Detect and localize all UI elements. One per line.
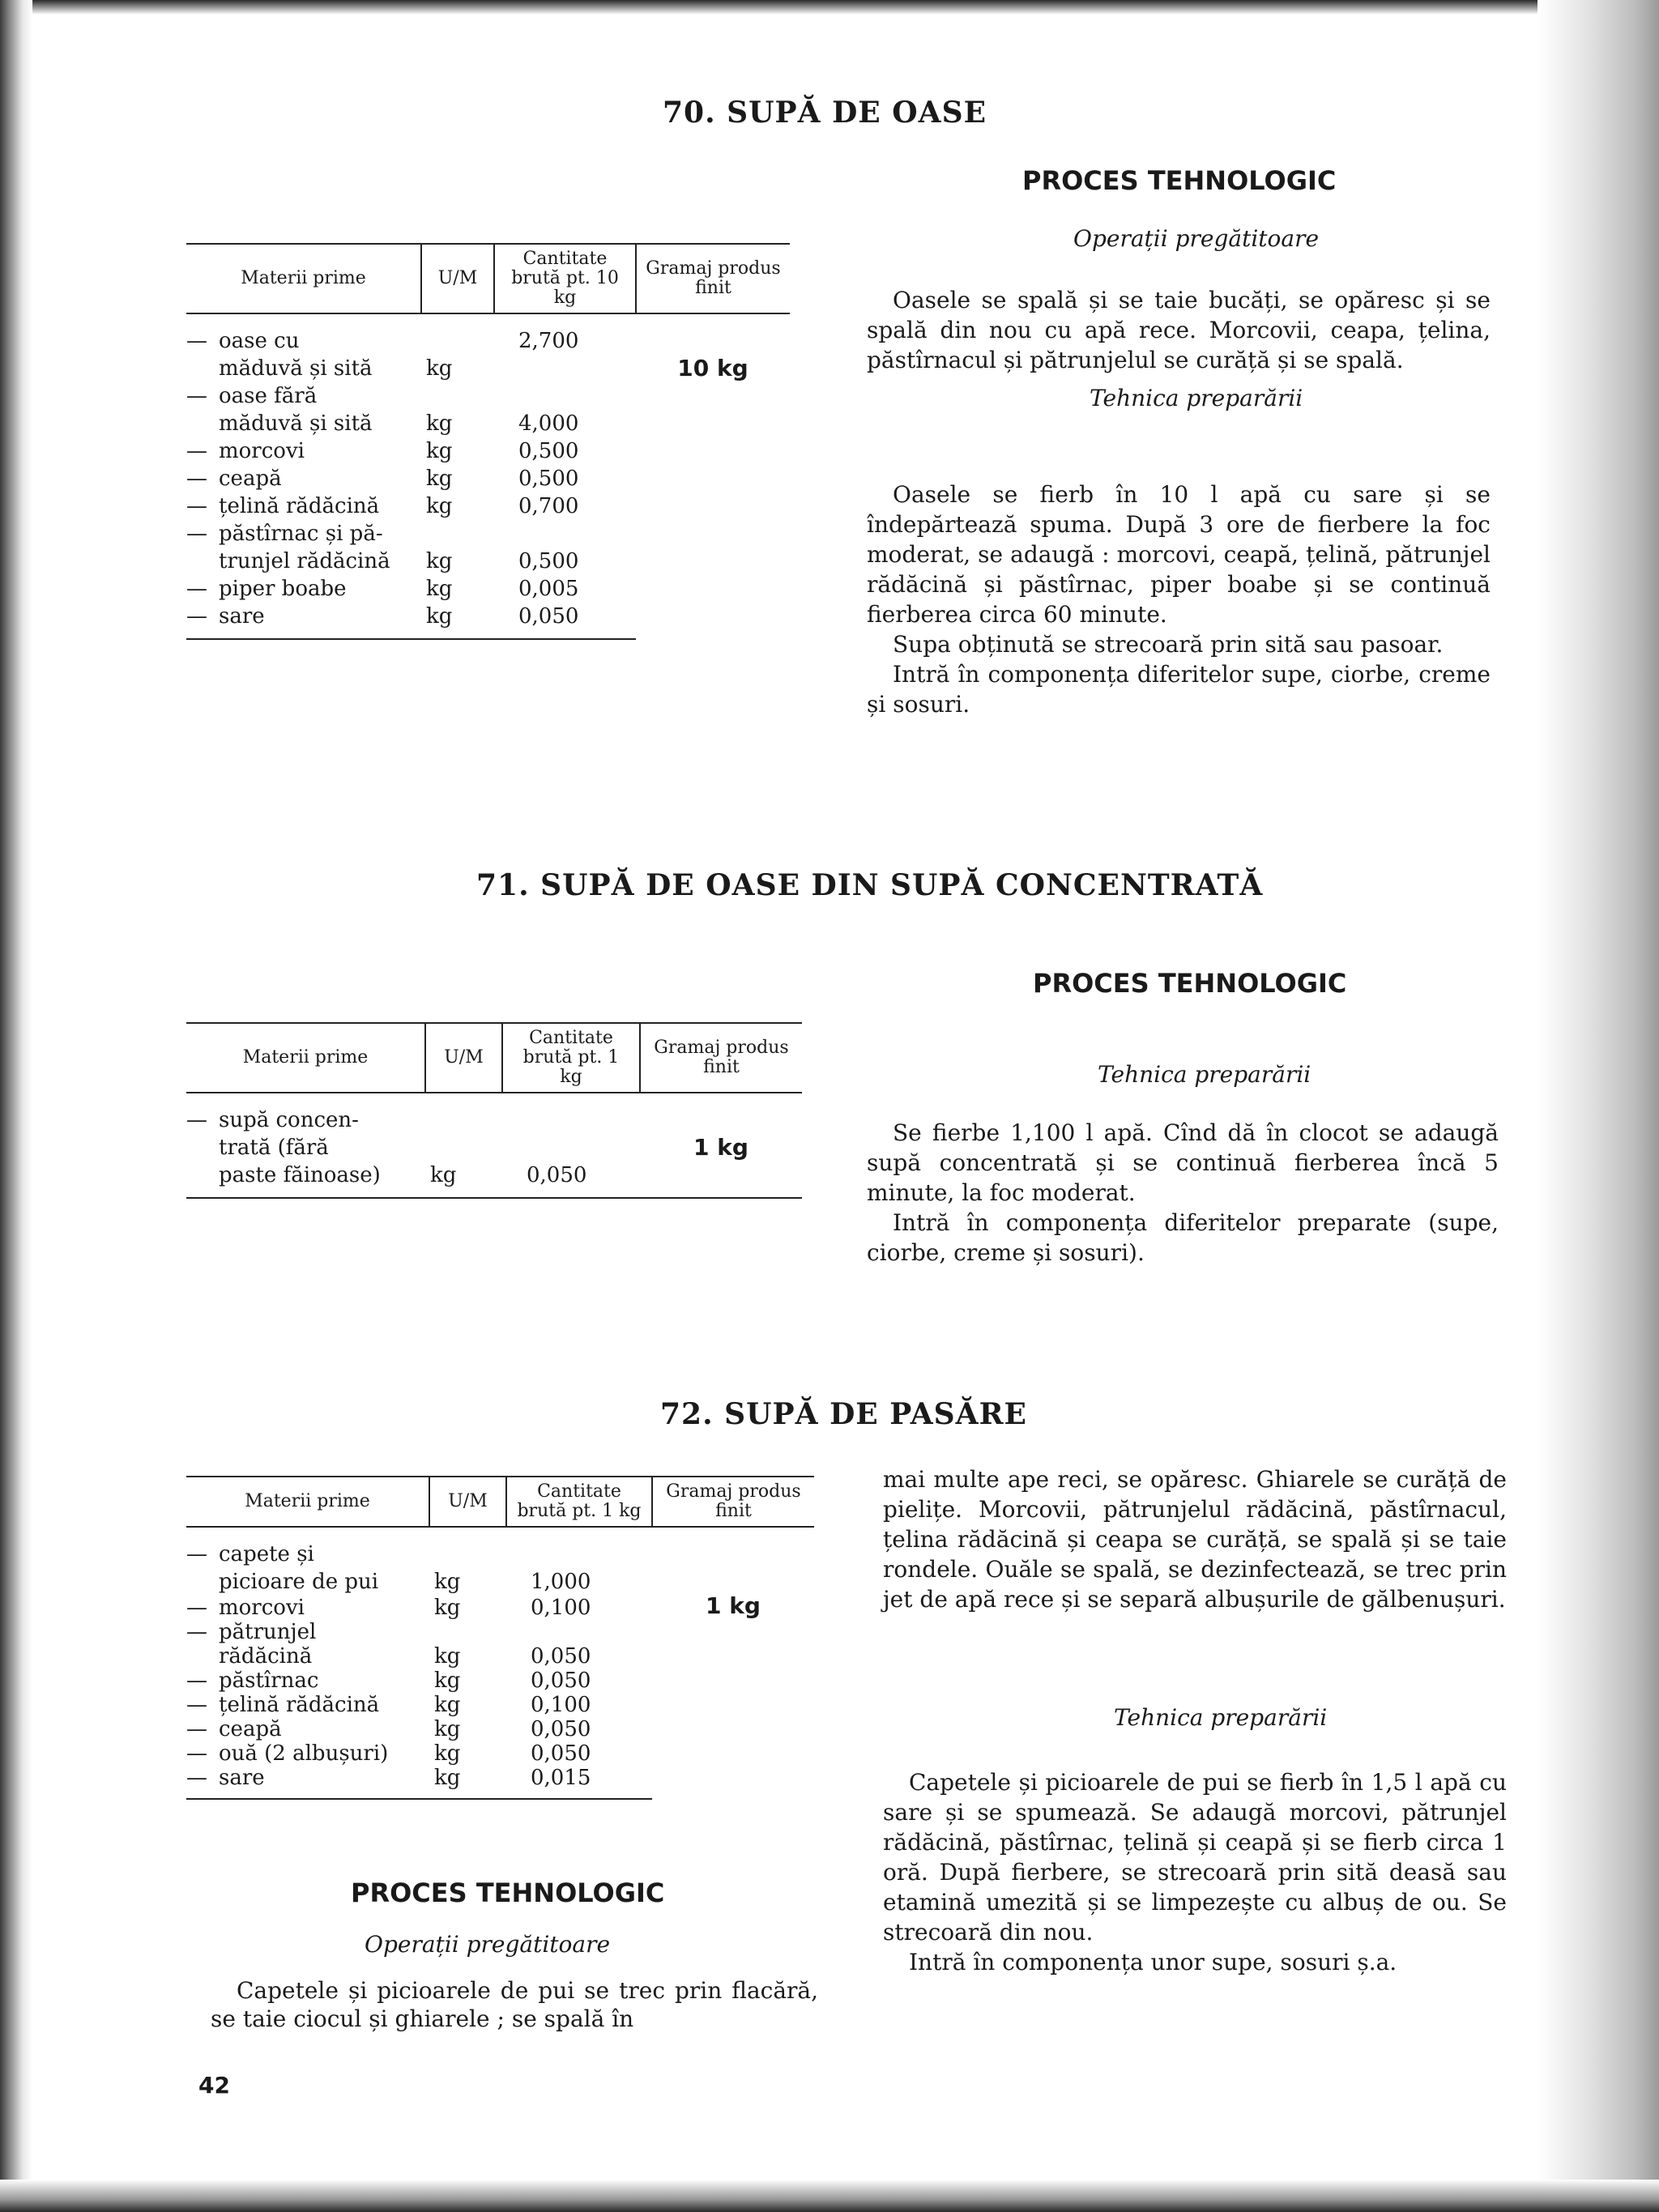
ingredient-qty: 0,100 — [531, 1596, 591, 1620]
ingredient-qty: 1,000 — [531, 1570, 591, 1594]
paragraph: Capetele și picioarele de pui se trec prin flacără, se taie ciocul și ghiarele ; se spală în — [211, 1977, 818, 2032]
ingredient-name: ceapă — [219, 467, 282, 491]
ingredient-um: kg — [425, 1093, 502, 1198]
ingredient-qty: 0,050 — [502, 1093, 640, 1198]
col-header-um: U/M — [429, 1477, 506, 1527]
ingredient-name: țelină rădăcină — [219, 1693, 380, 1717]
page-number: 42 — [198, 2072, 230, 2099]
col-header-yield: Gramaj produs finit — [652, 1477, 814, 1527]
ingredient-name-cont: picioare de pui — [219, 1570, 379, 1594]
paragraph: Capetele și picioarele de pui se fierb în 1,5 l apă cu sare și se spumează. Se adaugă morcovi, pătrunjel rădăcină, păstîrnac, țelină și ceapă și se fierb circa 1 oră. După fierbere, se strecoară prin sită deasă sau etamină umezită și se limpezește cu albuș de ou. Se strecoară din nou. — [883, 1769, 1507, 1946]
recipe-72-title: 72. SUPĂ DE PASĂRE — [660, 1397, 1027, 1431]
col-header-qty: Cantitate brută pt. 1 kg — [506, 1477, 652, 1527]
ingredient-qty: 0,500 — [518, 467, 579, 491]
recipe-71-title: 71. SUPĂ DE OASE DIN SUPĂ CONCENTRATĂ — [476, 868, 1264, 902]
recipe-71-process-title: PROCES TEHNOLOGIC — [1033, 968, 1347, 999]
recipe-70-prep-title: Operații pregătitoare — [1073, 225, 1320, 252]
col-header-materials: Materii prime — [186, 1477, 429, 1527]
recipe-71-technique-title: Tehnica preparării — [1098, 1061, 1311, 1088]
ingredient-um: kg — [426, 577, 453, 601]
yield-value: 1 kg — [640, 1093, 802, 1198]
recipe-70-title: 70. SUPĂ DE OASE — [663, 96, 987, 130]
ingredient-um: kg — [434, 1644, 461, 1669]
ingredient-qty: 0,005 — [518, 577, 579, 601]
ingredient-um: kg — [429, 1766, 506, 1799]
ingredient-name: oase cu — [219, 329, 300, 353]
table-row: — păstîrnac și pă- trunjel rădăcină kg 0,500 — [186, 520, 790, 575]
ingredient-um: kg — [426, 467, 453, 491]
recipe-70-technique-text — [867, 479, 1491, 719]
recipe-72-prep-text-part2 — [883, 1464, 1507, 1614]
paragraph: Intră în componența diferitelor supe, ciorbe, creme și sosuri. — [867, 661, 1491, 718]
col-header-yield: Gramaj produs finit — [640, 1023, 802, 1093]
ingredient-qty: 4,000 — [518, 411, 579, 436]
ingredient-name-cont: măduvă și sită — [219, 356, 373, 381]
ingredient-name: ouă (2 albușuri) — [219, 1741, 389, 1766]
recipe-70-process-title: PROCES TEHNOLOGIC — [1022, 165, 1337, 196]
ingredient-qty: 0,100 — [531, 1693, 591, 1717]
ingredient-qty: 0,500 — [518, 549, 579, 573]
table-row: — morcovi kg 0,100 — [186, 1596, 814, 1620]
ingredient-qty: 0,015 — [506, 1766, 652, 1799]
paragraph: Intră în componența unor supe, sosuri ș.a. — [909, 1949, 1397, 1975]
paragraph: Oasele se fierb în 10 l apă cu sare și se îndepărtează spuma. După 3 ore de fierbere la foc moderat, se adaugă : morcovi, ceapă, țelină, pătrunjel rădăcină și păstîrnac, piper boabe și se continuă fierberea circa 60 minute. — [867, 481, 1491, 628]
ingredient-name: păstîrnac și pă- — [219, 522, 383, 546]
ingredient-qty: 0,050 — [531, 1717, 591, 1741]
table-row: — ouă (2 albușuri) kg 0,050 — [186, 1741, 814, 1766]
ingredient-name: ceapă — [219, 1717, 282, 1741]
ingredient-name-cont: trunjel rădăcină — [219, 549, 390, 573]
ingredient-name: supă concen- — [219, 1108, 359, 1132]
ingredient-qty: 0,050 — [531, 1669, 591, 1693]
table-row: — țelină rădăcină kg 0,100 — [186, 1693, 814, 1717]
table-row: — sare kg 0,015 — [186, 1766, 814, 1799]
paragraph: Oasele se spală și se taie bucăți, se opăresc și se spală din nou cu apă rece. Morcovii, ceapa, țelina, păstîrnacul și pătrunjelul se curăță și se spală. — [867, 287, 1491, 373]
ingredient-um: kg — [434, 1693, 461, 1717]
ingredient-name: morcovi — [219, 1596, 305, 1620]
ingredient-name: capete și — [219, 1542, 314, 1566]
ingredient-um: kg — [426, 411, 453, 436]
ingredient-um: kg — [434, 1596, 461, 1620]
ingredient-um: kg — [421, 603, 494, 639]
col-header-um: U/M — [421, 244, 494, 313]
ingredient-qty: 0,700 — [518, 494, 579, 518]
table-row: — pătrunjel rădăcină kg 0,050 — [186, 1620, 814, 1669]
table-row: — țelină rădăcină kg 0,700 — [186, 492, 790, 520]
table-row: — morcovi kg 0,500 — [186, 437, 790, 465]
recipe-70-table — [186, 243, 790, 640]
ingredient-um: kg — [426, 356, 453, 381]
page-edge-top — [0, 0, 1659, 15]
recipe-72-process-title: PROCES TEHNOLOGIC — [351, 1877, 665, 1908]
table-row: — oase fără măduvă și sită kg 4,000 — [186, 382, 790, 437]
recipe-72-technique-text — [883, 1767, 1507, 1977]
recipe-72-table — [186, 1476, 814, 1800]
page-edge-bottom — [0, 2180, 1659, 2212]
ingredient-name-cont: rădăcină — [219, 1644, 313, 1669]
ingredient-name: sare — [219, 604, 265, 629]
yield-value: 10 kg — [677, 355, 748, 381]
yield-value: 1 kg — [706, 1592, 761, 1619]
table-row: — capete și picioare de pui kg 1,000 1 kg — [186, 1527, 814, 1596]
table-row: — sare kg 0,050 — [186, 603, 790, 639]
ingredient-name: pătrunjel — [219, 1620, 317, 1644]
ingredient-um: kg — [426, 549, 453, 573]
ingredient-name: sare — [219, 1766, 265, 1790]
recipe-71-table — [186, 1022, 802, 1199]
recipe-72-technique-title: Tehnica preparării — [1114, 1704, 1328, 1731]
paragraph: mai multe ape reci, se opăresc. Ghiarele se curăță de pielițe. Morcovii, pătrunjelul rădăcină, păstîrnacul, țelina rădăcină și ceapa se curăță, se spală și se taie rondele. Ouăle se spală, se dezinfectează, se trec prin jet de apă rece și se separă albușurile de gălbenușuri. — [883, 1466, 1507, 1613]
ingredient-name: morcovi — [219, 439, 305, 463]
ingredient-qty: 0,050 — [531, 1741, 591, 1766]
col-header-materials: Materii prime — [186, 1023, 425, 1093]
ingredient-name-cont: măduvă și sită — [219, 411, 373, 436]
recipe-71-technique-text — [867, 1118, 1499, 1268]
ingredient-qty: 0,050 — [531, 1644, 591, 1669]
col-header-materials: Materii prime — [186, 244, 421, 313]
recipe-70-prep-text — [867, 285, 1491, 375]
table-row: — piper boabe kg 0,005 — [186, 575, 790, 603]
ingredient-name: păstîrnac — [219, 1669, 319, 1693]
ingredient-um: kg — [434, 1717, 461, 1741]
ingredient-name: oase fără — [219, 384, 318, 408]
ingredient-um: kg — [434, 1669, 461, 1693]
recipe-72-prep-title: Operații pregătitoare — [365, 1931, 611, 1958]
ingredient-qty: 2,700 — [518, 329, 579, 353]
ingredient-name-cont: paste făinoase) — [219, 1163, 381, 1187]
ingredient-um: kg — [426, 439, 453, 463]
table-row: — oase cu măduvă și sită kg 2,700 10 kg — [186, 313, 790, 382]
ingredient-name: piper boabe — [219, 577, 347, 601]
recipe-70-technique-title: Tehnica preparării — [1090, 385, 1303, 411]
paragraph: Supa obținută se strecoară prin sită sau pasoar. — [893, 631, 1444, 658]
table-row: — supă concen- trată (fără paste făinoase) kg 0,050 1 kg — [186, 1093, 802, 1198]
paragraph: Se fierbe 1,100 l apă. Cînd dă în clocot se adaugă supă concentrată și se continuă fierberea încă 5 minute, la foc moderat. — [867, 1119, 1499, 1206]
table-row: — păstîrnac kg 0,050 — [186, 1669, 814, 1693]
ingredient-um: kg — [434, 1570, 461, 1594]
recipe-72-prep-text-part1 — [211, 1976, 818, 2033]
page-edge-left — [0, 0, 32, 2212]
col-header-um: U/M — [425, 1023, 502, 1093]
ingredient-name-cont: trată (fără — [219, 1136, 329, 1160]
ingredient-qty: 0,050 — [494, 603, 636, 639]
ingredient-um: kg — [434, 1741, 461, 1766]
col-header-qty: Cantitate brută pt. 1 kg — [502, 1023, 640, 1093]
table-row: — ceapă kg 0,050 — [186, 1717, 814, 1741]
page-edge-right — [1537, 0, 1659, 2212]
ingredient-name: țelină rădăcină — [219, 494, 380, 518]
table-row: — ceapă kg 0,500 — [186, 465, 790, 492]
paragraph: Intră în componența diferitelor preparate (supe, ciorbe, creme și sosuri). — [867, 1209, 1499, 1266]
ingredient-qty: 0,500 — [518, 439, 579, 463]
col-header-yield: Gramaj produs finit — [636, 244, 790, 313]
ingredient-um: kg — [426, 494, 453, 518]
col-header-qty: Cantitate brută pt. 10 kg — [494, 244, 636, 313]
